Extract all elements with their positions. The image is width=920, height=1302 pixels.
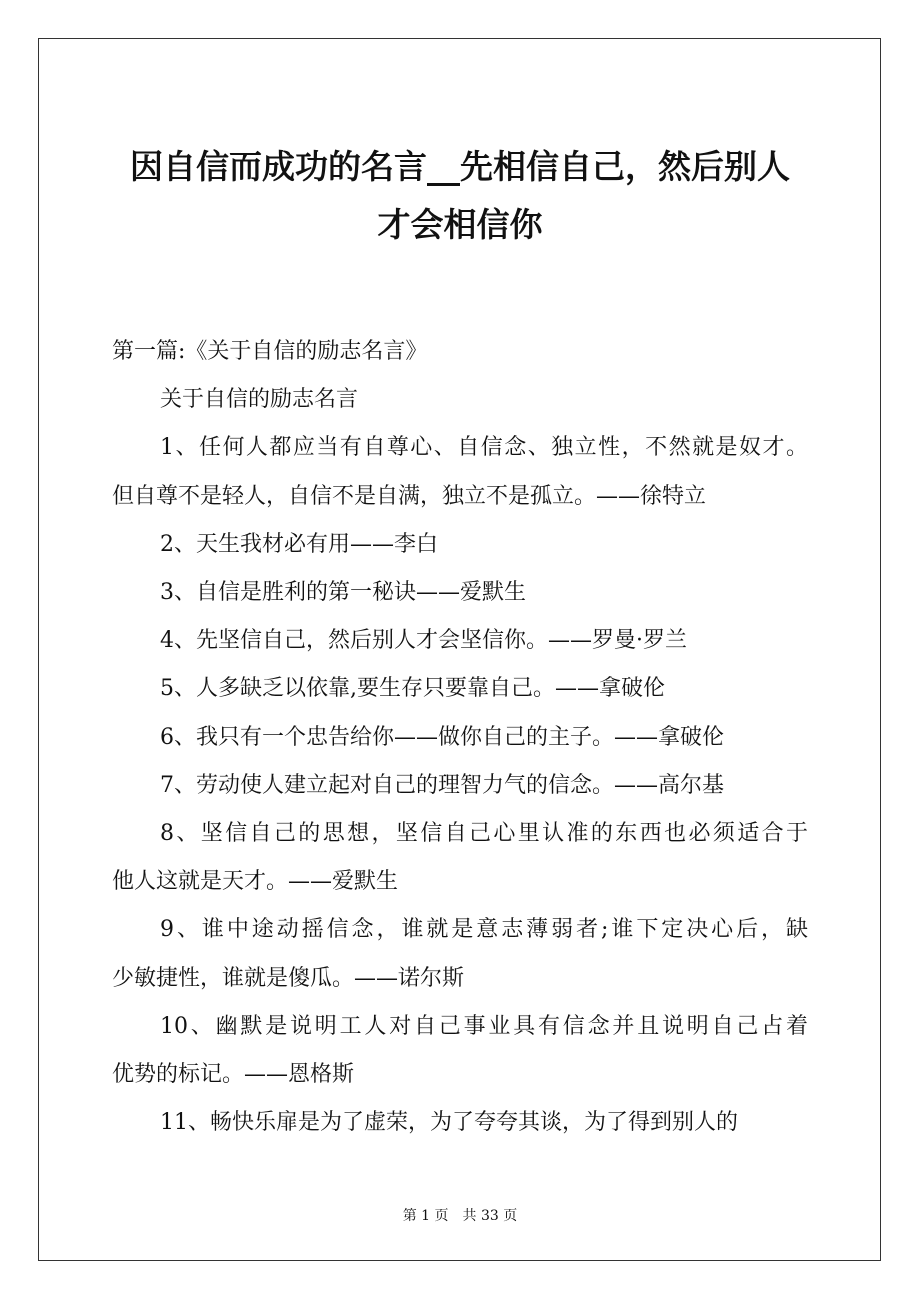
quote-line: 5、人多缺乏以依靠,要生存只要靠自己。——拿破伦 xyxy=(160,676,665,702)
quote-line: 但自尊不是轻人，自信不是自满，独立不是孤立。——徐特立 xyxy=(112,483,707,509)
quote-line: 10、幽默是说明工人对自己事业具有信念并且说明自己占着 xyxy=(160,1013,808,1039)
quote-line: 8、坚信自己的思想，坚信自己心里认准的东西也必须适合于 xyxy=(160,821,808,846)
section-heading: 第一篇:《关于自信的励志名言》 xyxy=(112,339,428,364)
page-footer: 第 1 页 共 33 页 xyxy=(402,1208,518,1224)
subheading: 关于自信的励志名言 xyxy=(160,387,359,413)
title-line-2: 才会相信你 xyxy=(377,205,543,244)
quote-line: 1、任何人都应当有自尊心、自信念、独立性，不然就是奴才。 xyxy=(160,435,808,461)
quote-line: 他人这就是天才。——爱默生 xyxy=(112,869,399,895)
quote-line: 优势的标记。——恩格斯 xyxy=(112,1062,355,1087)
quote-line: 少敏捷性，谁就是傻瓜。——诺尔斯 xyxy=(112,965,465,991)
title-line-1: 因自信而成功的名言__先相信自己，然后别人 xyxy=(130,147,790,186)
quote-line: 6、我只有一个忠告给你——做你自己的主子。——拿破伦 xyxy=(160,724,724,750)
quote-line: 9、谁中途动摇信念，谁就是意志薄弱者;谁下定决心后，缺 xyxy=(160,917,808,943)
quote-line: 2、天生我材必有用——李白 xyxy=(160,531,438,557)
document-title xyxy=(100,138,820,254)
quote-line: 11、畅快乐扉是为了虚荣，为了夸夸其谈，为了得到别人的 xyxy=(160,1110,738,1136)
quote-line: 7、劳动使人建立起对自己的理智力气的信念。——高尔基 xyxy=(160,772,724,798)
quote-line: 3、自信是胜利的第一秘诀——爱默生 xyxy=(160,580,526,605)
quote-line: 4、先坚信自己，然后别人才会坚信你。——罗曼·罗兰 xyxy=(160,628,687,654)
